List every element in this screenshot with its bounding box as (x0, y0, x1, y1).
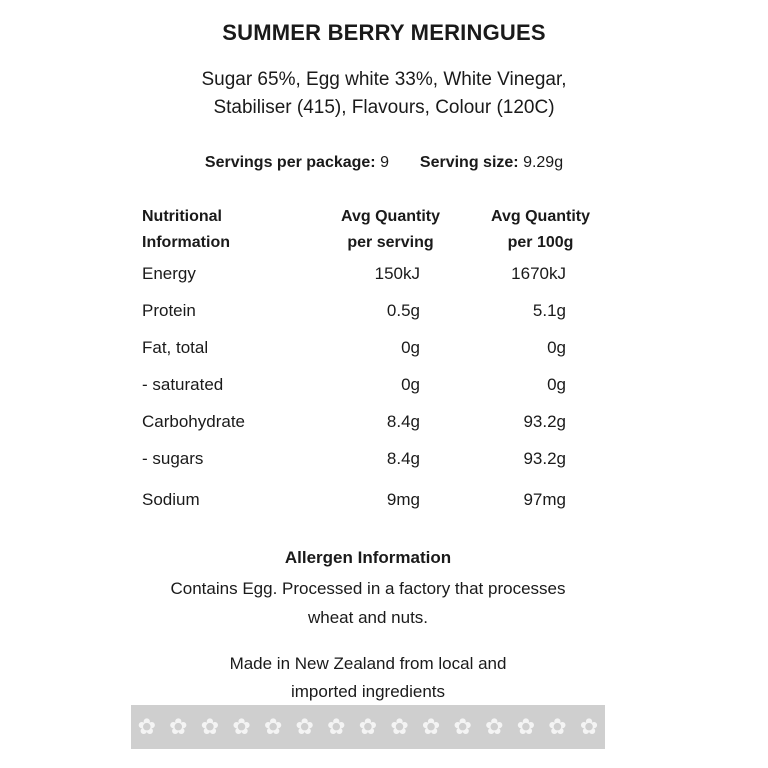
allergen-title: Allergen Information (284, 548, 452, 567)
column-header-nutrient (142, 204, 230, 256)
serving-size-label: Serving size: (419, 154, 519, 171)
flower-icon: ✿ (548, 714, 567, 739)
header-line: Information (142, 234, 230, 251)
header-line: Avg Quantity (341, 208, 440, 225)
per-100g-value: 97mg (523, 490, 566, 509)
per-100g-value: 0g (547, 338, 566, 357)
nutrition-table (142, 204, 612, 527)
allergen-line: wheat and nuts. (307, 608, 429, 627)
per-serving-value: 9mg (386, 490, 420, 509)
nutrient-name: - sugars (142, 449, 204, 468)
flower-icon: ✿ (485, 714, 504, 739)
flower-icon: ✿ (200, 714, 220, 739)
table-row (142, 301, 612, 338)
per-100g-value: 0g (547, 375, 566, 394)
nutrient-name: - saturated (142, 375, 224, 394)
flower-icon: ✿ (169, 714, 188, 739)
per-100g-value: 1670kJ (511, 264, 566, 283)
allergen-statement (0, 574, 736, 632)
per-100g-value: 93.2g (523, 449, 566, 468)
table-row (142, 375, 612, 412)
table-row (142, 412, 612, 449)
ingredients-line: Sugar 65%, Egg white 33%, White Vinegar, (201, 69, 567, 90)
ingredients-list (0, 66, 768, 122)
origin-statement (0, 650, 736, 706)
per-serving-value: 0g (401, 375, 420, 394)
header-line: Nutritional (142, 208, 222, 225)
decorative-flower-band (131, 705, 605, 749)
flower-icon: ✿ (295, 714, 314, 739)
nutrition-rows (142, 264, 612, 527)
nutrient-name: Fat, total (142, 338, 209, 357)
nutrient-name: Protein (142, 301, 196, 320)
per-serving-value: 0g (401, 338, 420, 357)
flower-icon: ✿ (263, 714, 283, 739)
origin-line: imported ingredients (290, 682, 446, 701)
table-row (142, 449, 612, 486)
servings-per-package-label: Servings per package: (204, 154, 376, 171)
per-serving-value: 0.5g (386, 301, 420, 320)
flower-icon: ✿ (421, 714, 441, 739)
flower-icon: ✿ (579, 714, 599, 739)
flower-icon: ✿ (137, 714, 157, 739)
nutrition-header-row (142, 204, 612, 264)
flower-icon: ✿ (327, 714, 346, 739)
column-header-per-100g (491, 204, 590, 256)
flower-icon: ✿ (390, 714, 409, 739)
table-row (142, 490, 612, 527)
per-100g-value: 5.1g (532, 301, 566, 320)
flower-icon: ✿ (516, 714, 536, 739)
flower-icon: ✿ (232, 714, 251, 739)
flower-icon: ✿ (358, 714, 378, 739)
nutrient-name: Sodium (142, 490, 200, 509)
origin-line: Made in New Zealand from local and (229, 654, 507, 673)
table-row (142, 264, 612, 301)
table-row (142, 338, 612, 375)
column-header-per-serving (341, 204, 440, 256)
nutrient-name: Energy (142, 264, 196, 283)
per-100g-value: 93.2g (523, 412, 566, 431)
header-line: per 100g (507, 234, 574, 251)
nutrient-name: Carbohydrate (142, 412, 246, 431)
ingredients-line: Stabiliser (415), Flavours, Colour (120C) (213, 97, 555, 118)
servings-info (0, 154, 768, 172)
product-title: SUMMER BERRY MERINGUES (222, 20, 546, 45)
flower-icon: ✿ (453, 714, 472, 739)
allergen-line: Contains Egg. Processed in a factory that processes (170, 579, 566, 598)
per-serving-value: 150kJ (374, 264, 420, 283)
header-line: Avg Quantity (491, 208, 590, 225)
serving-size-value: 9.29g (523, 154, 564, 171)
servings-per-package-value: 9 (380, 154, 389, 171)
per-serving-value: 8.4g (386, 412, 420, 431)
per-serving-value: 8.4g (386, 449, 420, 468)
header-line: per serving (347, 234, 434, 251)
